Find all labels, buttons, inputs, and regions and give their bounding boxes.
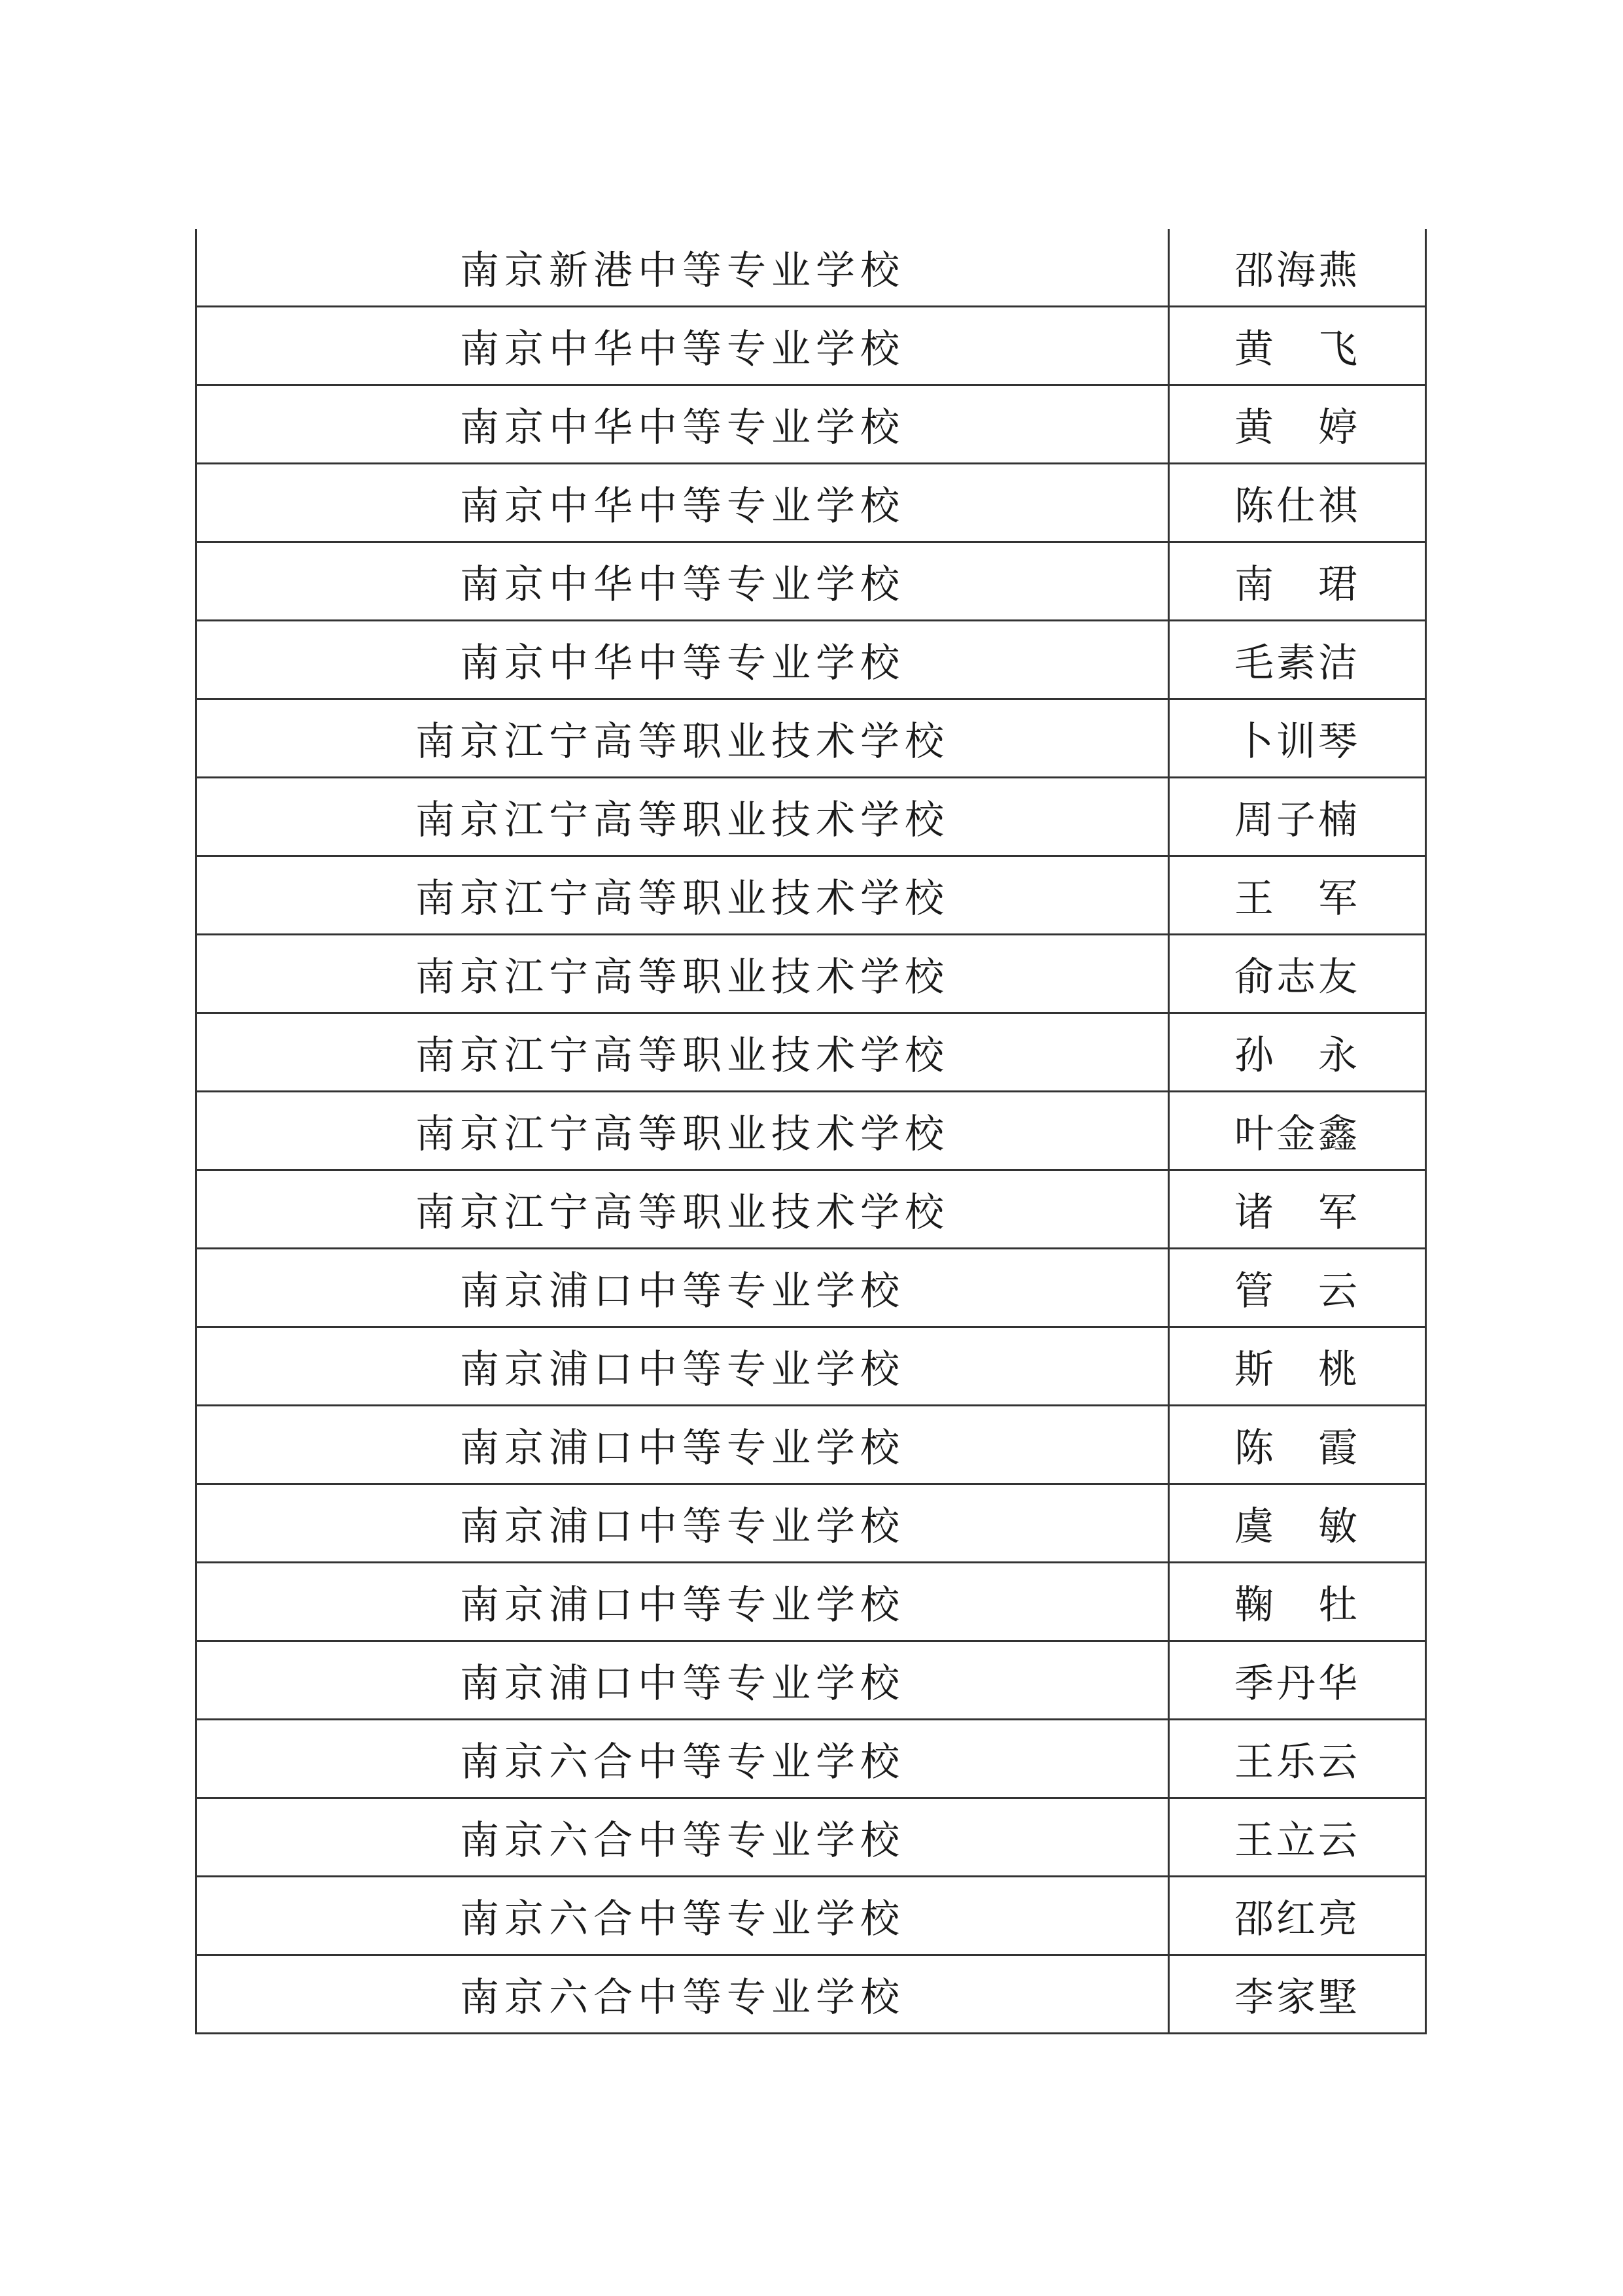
name-cell: 毛素洁 bbox=[1169, 621, 1426, 699]
table-row bbox=[196, 1484, 1426, 1563]
name-cell: 黄 飞 bbox=[1169, 307, 1426, 385]
name-cell: 俞志友 bbox=[1169, 935, 1426, 1013]
school-cell: 南京中华中等专业学校 bbox=[196, 385, 1169, 464]
table-row bbox=[196, 621, 1426, 699]
school-cell: 南京六合中等专业学校 bbox=[196, 1720, 1169, 1798]
name-cell: 陈仕祺 bbox=[1169, 464, 1426, 542]
school-cell: 南京江宁高等职业技术学校 bbox=[196, 1170, 1169, 1249]
school-cell: 南京中华中等专业学校 bbox=[196, 464, 1169, 542]
table-row bbox=[196, 935, 1426, 1013]
table-row bbox=[196, 1641, 1426, 1720]
school-cell: 南京六合中等专业学校 bbox=[196, 1955, 1169, 2034]
name-cell: 孙 永 bbox=[1169, 1013, 1426, 1092]
table-row bbox=[196, 856, 1426, 935]
school-cell: 南京浦口中等专业学校 bbox=[196, 1484, 1169, 1563]
name-cell: 王立云 bbox=[1169, 1798, 1426, 1877]
school-cell: 南京江宁高等职业技术学校 bbox=[196, 699, 1169, 778]
table-row bbox=[196, 1877, 1426, 1955]
table-row bbox=[196, 542, 1426, 621]
table-row bbox=[196, 1092, 1426, 1170]
school-cell: 南京中华中等专业学校 bbox=[196, 542, 1169, 621]
school-cell: 南京浦口中等专业学校 bbox=[196, 1641, 1169, 1720]
table-row bbox=[196, 464, 1426, 542]
roster-table-container bbox=[195, 229, 1425, 2034]
school-cell: 南京浦口中等专业学校 bbox=[196, 1249, 1169, 1327]
school-cell: 南京浦口中等专业学校 bbox=[196, 1563, 1169, 1641]
name-cell: 周子楠 bbox=[1169, 778, 1426, 856]
school-cell: 南京六合中等专业学校 bbox=[196, 1798, 1169, 1877]
school-cell: 南京中华中等专业学校 bbox=[196, 307, 1169, 385]
school-cell: 南京江宁高等职业技术学校 bbox=[196, 1013, 1169, 1092]
name-cell: 季丹华 bbox=[1169, 1641, 1426, 1720]
name-cell: 邵海燕 bbox=[1169, 229, 1426, 307]
table-row bbox=[196, 778, 1426, 856]
table-row bbox=[196, 1170, 1426, 1249]
school-cell: 南京江宁高等职业技术学校 bbox=[196, 1092, 1169, 1170]
name-cell: 诸 军 bbox=[1169, 1170, 1426, 1249]
name-cell: 黄 婷 bbox=[1169, 385, 1426, 464]
table-row bbox=[196, 1327, 1426, 1406]
table-row bbox=[196, 1013, 1426, 1092]
school-cell: 南京江宁高等职业技术学校 bbox=[196, 856, 1169, 935]
name-cell: 南 珺 bbox=[1169, 542, 1426, 621]
school-cell: 南京中华中等专业学校 bbox=[196, 621, 1169, 699]
table-row bbox=[196, 1720, 1426, 1798]
name-cell: 管 云 bbox=[1169, 1249, 1426, 1327]
name-cell: 王 军 bbox=[1169, 856, 1426, 935]
roster-table-body bbox=[196, 229, 1426, 2034]
school-cell: 南京浦口中等专业学校 bbox=[196, 1327, 1169, 1406]
name-cell: 李家墅 bbox=[1169, 1955, 1426, 2034]
name-cell: 叶金鑫 bbox=[1169, 1092, 1426, 1170]
name-cell: 斯 桃 bbox=[1169, 1327, 1426, 1406]
school-cell: 南京江宁高等职业技术学校 bbox=[196, 778, 1169, 856]
roster-table bbox=[195, 229, 1427, 2034]
table-row bbox=[196, 229, 1426, 307]
table-row bbox=[196, 1249, 1426, 1327]
table-row bbox=[196, 307, 1426, 385]
table-row bbox=[196, 385, 1426, 464]
table-row bbox=[196, 1955, 1426, 2034]
school-cell: 南京新港中等专业学校 bbox=[196, 229, 1169, 307]
name-cell: 卜训琴 bbox=[1169, 699, 1426, 778]
school-cell: 南京六合中等专业学校 bbox=[196, 1877, 1169, 1955]
table-row bbox=[196, 1563, 1426, 1641]
name-cell: 陈 霞 bbox=[1169, 1406, 1426, 1484]
table-row bbox=[196, 699, 1426, 778]
school-cell: 南京江宁高等职业技术学校 bbox=[196, 935, 1169, 1013]
name-cell: 虞 敏 bbox=[1169, 1484, 1426, 1563]
name-cell: 邵红亮 bbox=[1169, 1877, 1426, 1955]
school-cell: 南京浦口中等专业学校 bbox=[196, 1406, 1169, 1484]
name-cell: 鞠 牡 bbox=[1169, 1563, 1426, 1641]
name-cell: 王乐云 bbox=[1169, 1720, 1426, 1798]
table-row bbox=[196, 1798, 1426, 1877]
table-row bbox=[196, 1406, 1426, 1484]
